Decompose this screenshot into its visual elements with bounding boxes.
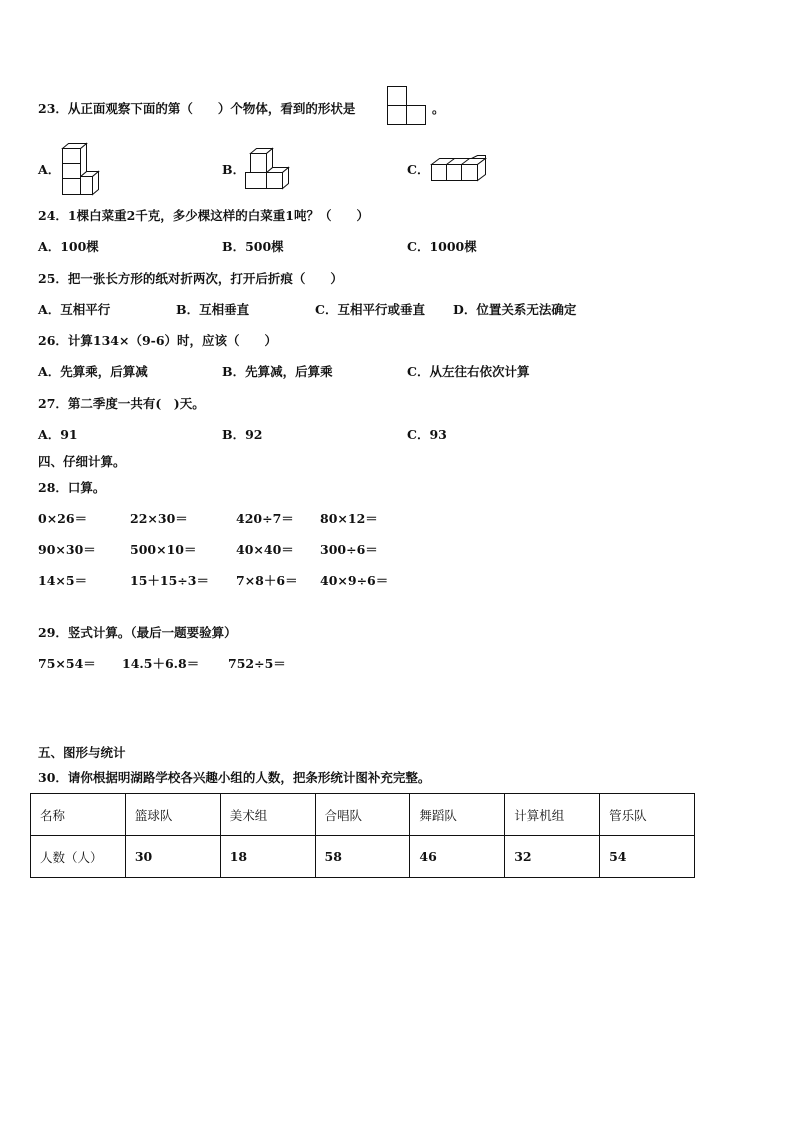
table-header-cell: 合唱队 [315,794,410,836]
q23-option-c-cubes [430,155,490,185]
q24-option-a[interactable]: A．100棵 [38,239,99,254]
oral-calc-item: 420÷7＝ [236,511,294,526]
oral-calc-item: 40×40＝ [236,542,294,557]
table-cell: 32 [505,836,600,878]
table-row [31,836,695,878]
q23-option-c-label[interactable]: C． [407,162,430,177]
vertical-calc-item: 14.5＋6.8＝ [122,656,200,671]
q23-option-a-label[interactable]: A． [38,162,61,177]
q23-text: 23．从正面观察下面的第（ ）个物体，看到的形状是 [38,101,356,116]
table-row-label: 人数（人） [31,836,126,878]
q24-option-b[interactable]: B．500棵 [222,239,284,254]
q28-stem: 28．口算。 [38,480,106,495]
table-cell: 54 [600,836,695,878]
table-header-cell: 名称 [31,794,126,836]
oral-calc-item: 90×30＝ [38,542,96,557]
q25-option-c[interactable]: C．互相平行或垂直 [315,302,425,317]
oral-calc-item: 300÷6＝ [320,542,378,557]
q24-option-c[interactable]: C．1000棵 [407,239,477,254]
table-cell: 18 [220,836,315,878]
q27-option-b[interactable]: B．92 [222,427,263,442]
q25-stem: 25．把一张长方形的纸对折两次，打开后折痕（ ） [38,271,343,286]
q26-option-b[interactable]: B．先算减，后算乘 [222,364,333,379]
q30-stem: 30．请你根据明湖路学校各兴趣小组的人数，把条形统计图补充完整。 [38,770,431,785]
oral-calc-item: 15＋15÷3＝ [130,573,209,588]
q29-stem: 29．竖式计算。（最后一题要验算） [38,625,237,640]
table-cell: 46 [410,836,505,878]
q23-option-a-cubes [61,143,101,195]
q24-stem: 24．1棵白菜重2千克，多少棵这样的白菜重1吨？（ ） [38,208,369,223]
q23-option-b-cubes [245,148,290,190]
table-cell: 58 [315,836,410,878]
q25-option-d[interactable]: D．位置关系无法确定 [453,302,577,317]
table-header-cell: 计算机组 [505,794,600,836]
oral-calc-item: 80×12＝ [320,511,378,526]
table-header-cell: 篮球队 [125,794,220,836]
q27-option-a[interactable]: A．91 [38,427,78,442]
section-5-title: 五、图形与统计 [38,745,126,760]
q27-stem: 27．第二季度一共有( )天。 [38,396,205,411]
table-cell: 30 [125,836,220,878]
q26-option-c[interactable]: C．从左往右依次计算 [407,364,530,379]
q26-option-a[interactable]: A．先算乘，后算减 [38,364,148,379]
section-4-title: 四、仔细计算。 [38,454,126,469]
table-header-cell: 舞蹈队 [410,794,505,836]
q23-end: 。 [432,101,445,116]
oral-calc-item: 14×5＝ [38,573,88,588]
vertical-calc-item: 752÷5＝ [228,656,286,671]
oral-calc-item: 500×10＝ [130,542,197,557]
oral-calc-item: 22×30＝ [130,511,188,526]
table-header-cell: 管乐队 [600,794,695,836]
table-header-row [31,794,695,836]
vertical-calc-item: 75×54＝ [38,656,96,671]
q26-stem: 26．计算134×（9-6）时，应该（ ） [38,333,278,348]
q25-option-a[interactable]: A．互相平行 [38,302,111,317]
oral-calc-item: 40×9÷6＝ [320,573,389,588]
q25-option-b[interactable]: B．互相垂直 [176,302,250,317]
interest-group-table [30,793,695,878]
q23-option-b-label[interactable]: B． [222,162,246,177]
q23-stem [38,101,355,117]
q23-front-view-figure [387,86,427,126]
table-header-cell: 美术组 [220,794,315,836]
oral-calc-item: 0×26＝ [38,511,88,526]
q27-option-c[interactable]: C．93 [407,427,447,442]
oral-calc-item: 7×8＋6＝ [236,573,298,588]
